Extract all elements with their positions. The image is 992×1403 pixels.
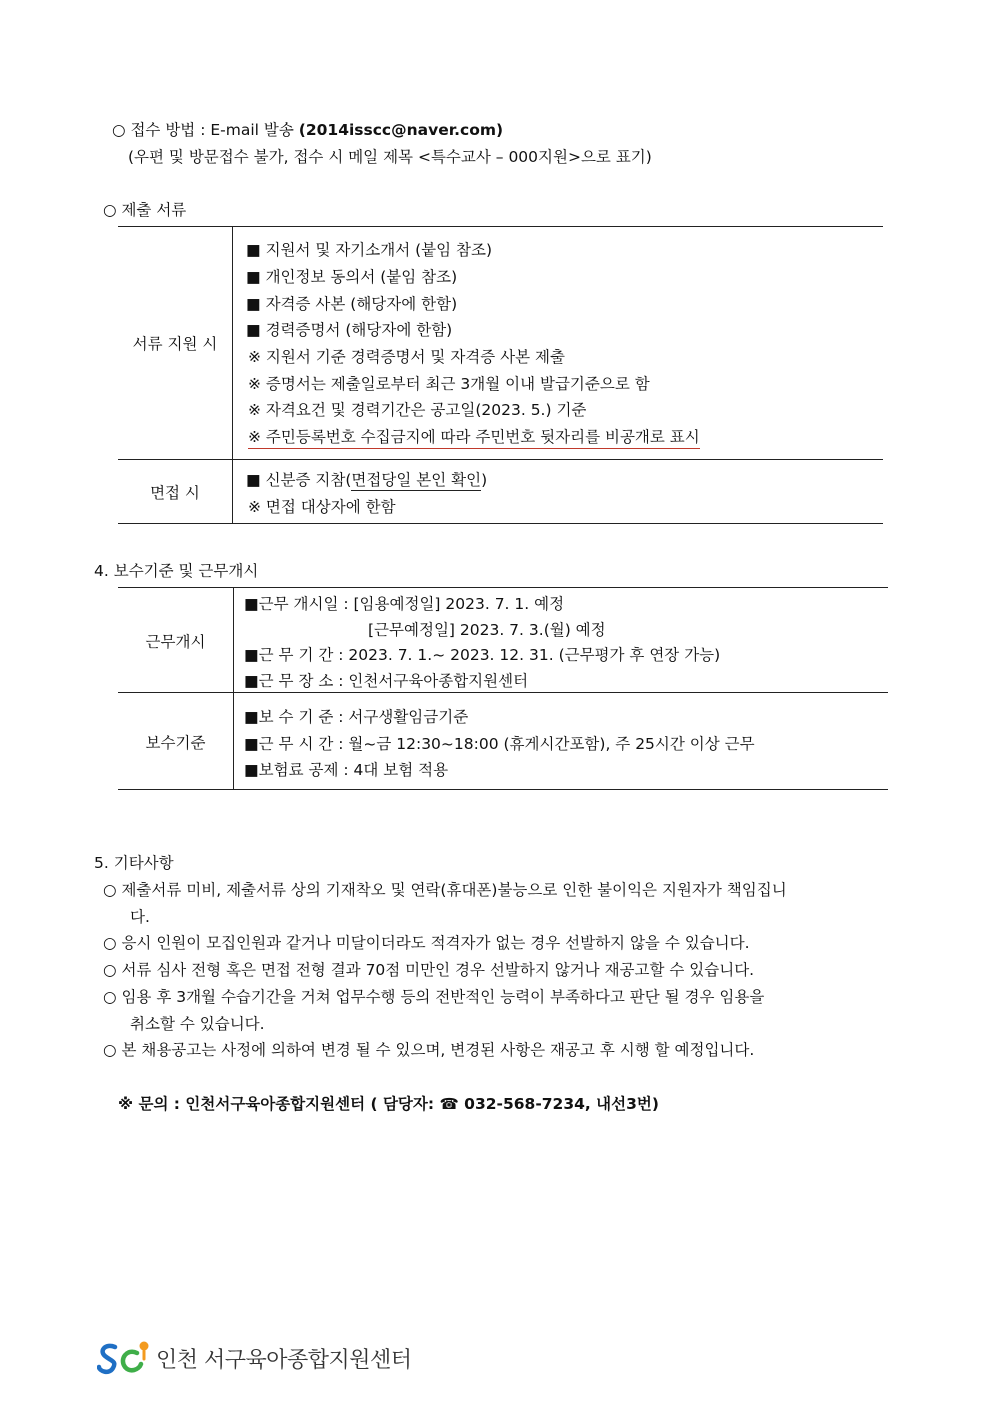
documents-item: ■ 경력증명서 (해당자에 한함) [246, 321, 453, 339]
logo-text: 인천 서구육아종합지원센터 [156, 1348, 412, 1373]
documents-item: ■ 자격증 사본 (해당자에 한함) [246, 295, 458, 313]
documents-note: ※ 증명서는 제출일로부터 최근 3개월 이내 발급기준으로 함 [248, 375, 650, 393]
other-item: ○ 본 채용공고는 사정에 의하여 변경 될 수 있으며, 변경된 사항은 재공고 후 시행 할 예정입니다. [103, 1041, 755, 1059]
documents-heading: ○ 제출 서류 [103, 201, 187, 219]
salary-item: ■근무 개시일 : [임용예정일] 2023. 7. 1. 예정 [244, 595, 565, 613]
salary-item: [근무예정일] 2023. 7. 3.(월) 예정 [368, 621, 606, 639]
salary-row-label-pay: 보수기준 [145, 734, 206, 752]
documents-item: ■ 개인정보 동의서 (붙임 참조) [246, 268, 458, 286]
documents-note: ※ 자격요건 및 경력기간은 공고일(2023. 5.) 기준 [248, 401, 587, 419]
salary-item: ■근 무 기 간 : 2023. 7. 1.~ 2023. 12. 31. (근무평가 후 연장 가능) [244, 646, 721, 664]
other-item-continued: 취소할 수 있습니다. [130, 1015, 265, 1033]
documents-row-label-application: 서류 지원 시 [132, 335, 218, 353]
salary-table-divider [233, 587, 234, 790]
documents-item: ■ 지원서 및 자기소개서 (붙임 참조) [246, 241, 493, 259]
contact-info: ※ 문의 : 인천서구육아종합지원센터 ( 담당자: ☎ 032-568-7234, 내선3번) [118, 1095, 659, 1113]
submission-note: (우편 및 방문접수 불가, 접수 시 메일 제목 <특수교사 – 000지원>으로 표기) [128, 148, 652, 166]
salary-item: ■근 무 시 간 : 월~금 12:30~18:00 (휴게시간포함), 주 25시간 이상 근무 [244, 735, 755, 753]
documents-note: ※ 지원서 기준 경력증명서 및 자격증 사본 제출 [248, 348, 565, 366]
documents-note-privacy: ※ 주민등록번호 수집금지에 따라 주민번호 뒷자리를 비공개로 표시 [248, 425, 700, 449]
logo-icon [97, 1337, 153, 1377]
salary-item: ■보 수 기 준 : 서구생활임금기준 [244, 708, 469, 726]
documents-row-label-interview: 면접 시 [150, 484, 200, 502]
salary-row-label-start: 근무개시 [145, 633, 206, 651]
other-item: ○ 응시 인원이 모집인원과 같거나 미달이더라도 적격자가 없는 경우 선발하지 않을 수 있습니다. [103, 934, 750, 952]
submission-method-text: ○ 접수 방법 : E-mail 발송 [112, 121, 299, 139]
other-item: ○ 서류 심사 전형 혹은 면접 전형 결과 70점 미만인 경우 선발하지 않거나 재공고할 수 있습니다. [103, 961, 755, 979]
documents-item-id: ■ 신분증 지참(면접당일 본인 확인) [246, 471, 488, 489]
salary-item: ■근 무 장 소 : 인천서구육아종합지원센터 [244, 672, 529, 690]
salary-heading: 4. 보수기준 및 근무개시 [94, 562, 259, 580]
submission-method [112, 118, 503, 140]
other-item-continued: 다. [130, 908, 150, 926]
other-item: ○ 제출서류 미비, 제출서류 상의 기재착오 및 연락(휴대폰)불능으로 인한 불이익은 지원자가 책임집니 [103, 881, 787, 899]
salary-item: ■보험료 공제 : 4대 보험 적용 [244, 761, 449, 779]
submission-email: (2014isscc@naver.com) [298, 121, 504, 139]
other-item: ○ 임용 후 3개월 수습기간을 거쳐 업무수행 등의 전반적인 능력이 부족하다고 판단 될 경우 임용을 [103, 988, 765, 1006]
other-heading: 5. 기타사항 [94, 854, 174, 872]
documents-note: ※ 면접 대상자에 한함 [248, 498, 396, 516]
documents-table-divider [232, 226, 233, 524]
